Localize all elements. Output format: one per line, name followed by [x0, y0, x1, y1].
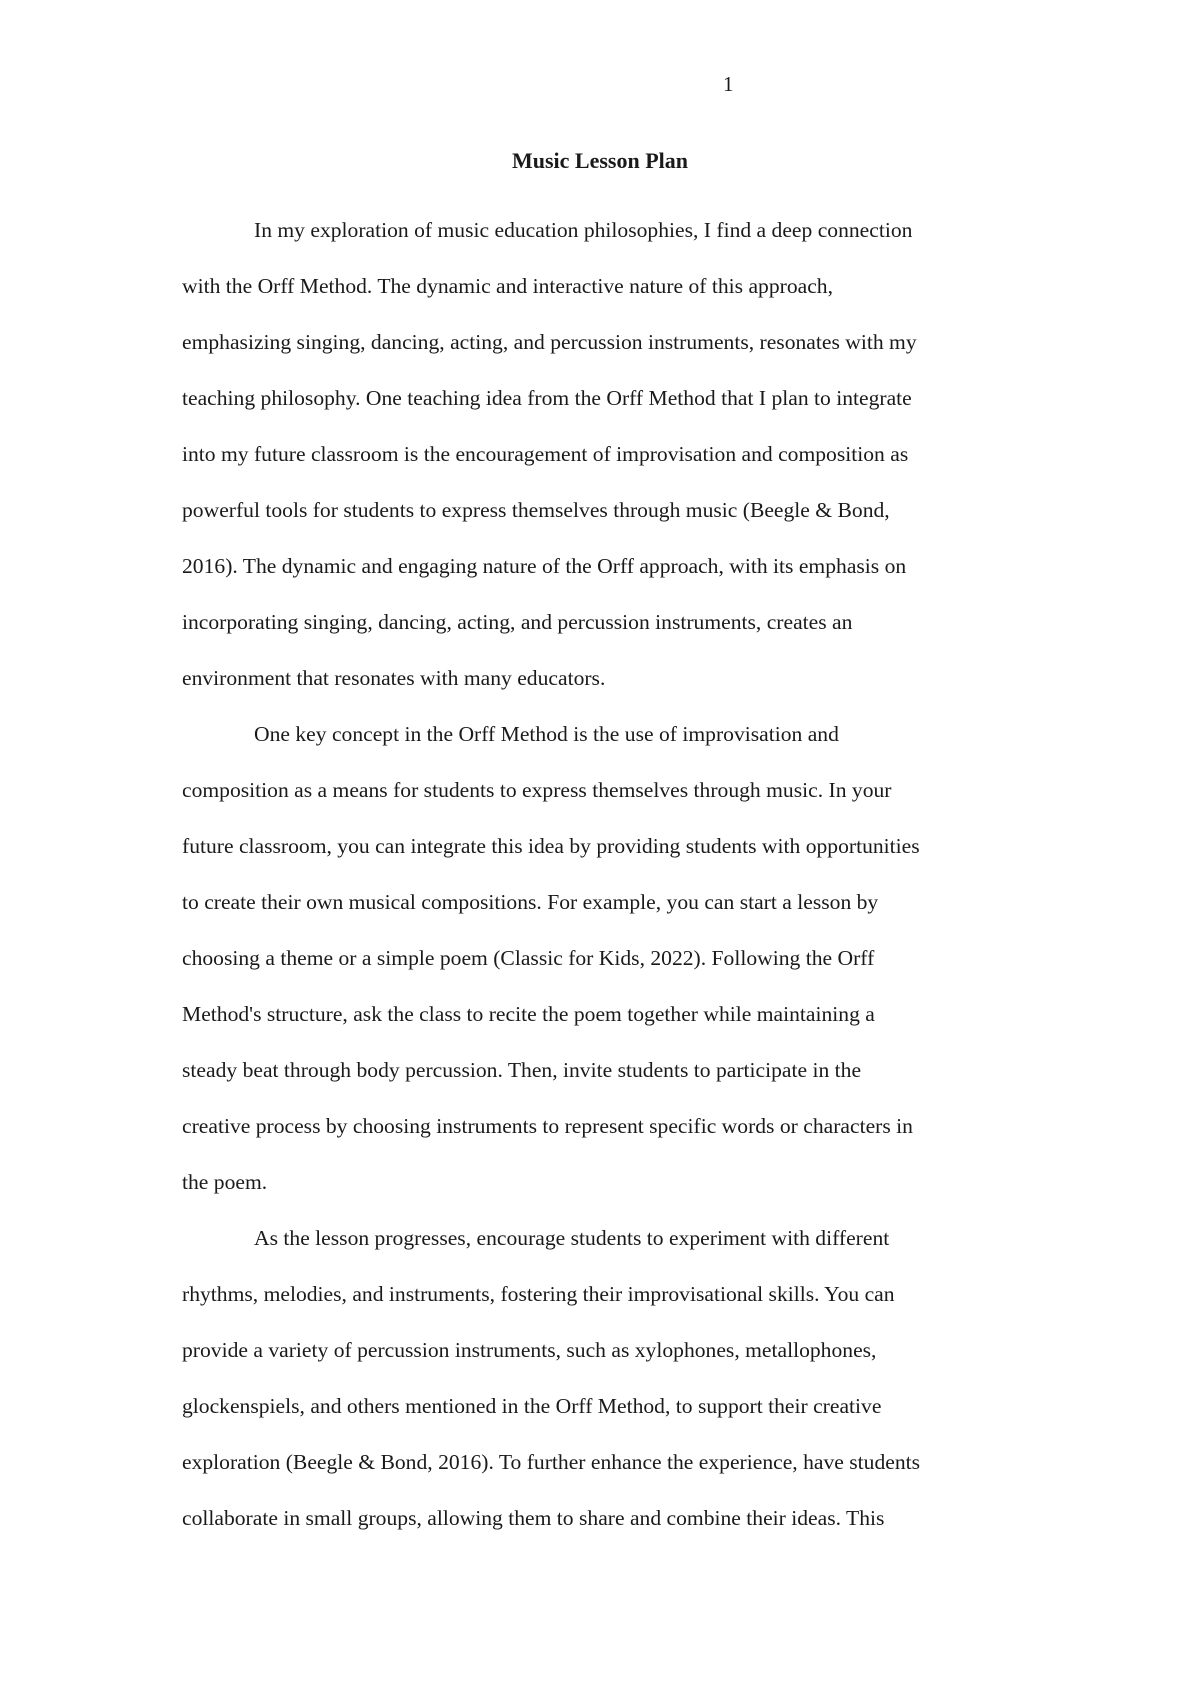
- text-line: collaborate in small groups, allowing them to share and combine their ideas. This: [182, 1506, 885, 1530]
- paragraph-2: [182, 706, 1027, 1210]
- text-line: the poem.: [182, 1170, 268, 1194]
- text-line: rhythms, melodies, and instruments, fostering their improvisational skills. You can: [182, 1282, 895, 1306]
- text-line: future classroom, you can integrate this idea by providing students with opportunities: [182, 834, 920, 858]
- text-line: to create their own musical compositions. For example, you can start a lesson by: [182, 890, 879, 914]
- text-line: into my future classroom is the encouragement of improvisation and composition as: [182, 442, 909, 466]
- text-line: composition as a means for students to express themselves through music. In your: [182, 778, 892, 802]
- text-line: provide a variety of percussion instruments, such as xylophones, metallophones,: [182, 1338, 877, 1362]
- paragraph-3: [182, 1210, 1027, 1546]
- text-line: Method's structure, ask the class to recite the poem together while maintaining a: [182, 1002, 875, 1026]
- text-line: As the lesson progresses, encourage students to experiment with different: [254, 1226, 890, 1250]
- text-line: incorporating singing, dancing, acting, and percussion instruments, creates an: [182, 610, 853, 634]
- document-body: [182, 202, 1027, 1546]
- text-line: environment that resonates with many educators.: [182, 666, 606, 690]
- page-number: 1: [723, 72, 734, 96]
- paragraph-1: [182, 202, 1027, 706]
- document-title: Music Lesson Plan: [511, 148, 689, 173]
- text-line: 2016). The dynamic and engaging nature of the Orff approach, with its emphasis on: [182, 554, 907, 578]
- text-line: glockenspiels, and others mentioned in the Orff Method, to support their creative: [182, 1394, 882, 1418]
- text-line: exploration (Beegle & Bond, 2016). To further enhance the experience, have students: [182, 1450, 921, 1474]
- text-line: emphasizing singing, dancing, acting, and percussion instruments, resonates with my: [182, 330, 917, 354]
- text-line: powerful tools for students to express themselves through music (Beegle & Bond,: [182, 498, 890, 522]
- text-line: creative process by choosing instruments to represent specific words or characters in: [182, 1114, 913, 1138]
- text-line: steady beat through body percussion. Then, invite students to participate in the: [182, 1058, 862, 1082]
- text-line: choosing a theme or a simple poem (Classic for Kids, 2022). Following the Orff: [182, 946, 875, 970]
- text-line: In my exploration of music education philosophies, I find a deep connection: [254, 218, 913, 242]
- text-line: teaching philosophy. One teaching idea from the Orff Method that I plan to integrate: [182, 386, 912, 410]
- text-line: One key concept in the Orff Method is the use of improvisation and: [254, 722, 839, 746]
- text-line: with the Orff Method. The dynamic and interactive nature of this approach,: [182, 274, 834, 298]
